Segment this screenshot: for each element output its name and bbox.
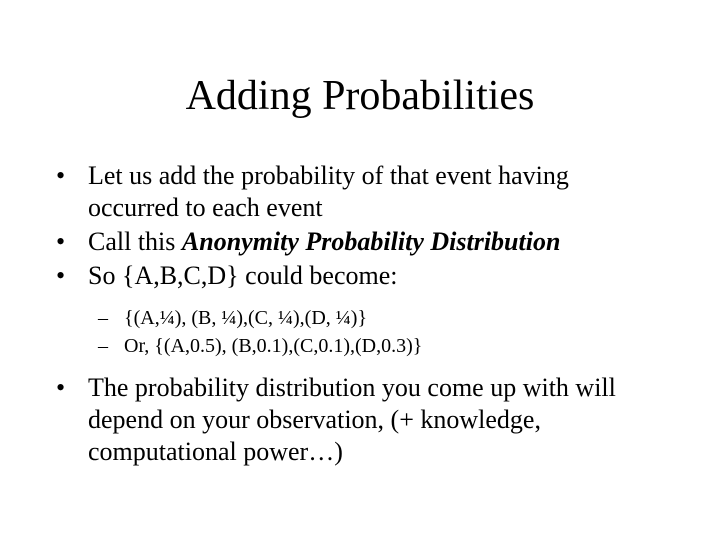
sub-bullet-item	[56, 332, 696, 360]
bullet-text: Let us add the probability of that event having	[88, 161, 569, 190]
bullet-text: depend on your observation, (+ knowledge,	[88, 405, 541, 434]
slide-title: Adding Probabilities	[185, 73, 535, 119]
bullet-item	[56, 226, 696, 258]
bullet-emphasis: Anonymity Probability Distribution	[181, 227, 561, 256]
dash-icon: –	[98, 307, 108, 329]
sub-bullet-list	[56, 304, 696, 360]
bullet-item	[56, 372, 696, 468]
bullet-icon: •	[56, 161, 66, 190]
sub-bullet-text: Or, {(A,0.5), (B,0.1),(C,0.1),(D,0.3)}	[124, 335, 423, 357]
slide-body	[56, 160, 696, 470]
bullet-text: So {A,B,C,D} could become:	[88, 261, 398, 290]
bullet-text: Call this	[88, 227, 182, 256]
bullet-text: occurred to each event	[88, 193, 323, 222]
bullet-text: The probability distribution you come up with will	[88, 373, 616, 402]
sub-bullet-text: {(A,¼), (B, ¼),(C, ¼),(D, ¼)}	[124, 307, 368, 329]
bullet-icon: •	[56, 373, 66, 402]
bullet-item	[56, 260, 696, 292]
sub-bullet-item	[56, 304, 696, 332]
dash-icon: –	[98, 335, 108, 357]
bullet-icon: •	[56, 227, 66, 256]
bullet-text: computational power…)	[88, 437, 343, 466]
bullet-icon: •	[56, 261, 66, 290]
bullet-item	[56, 160, 696, 224]
